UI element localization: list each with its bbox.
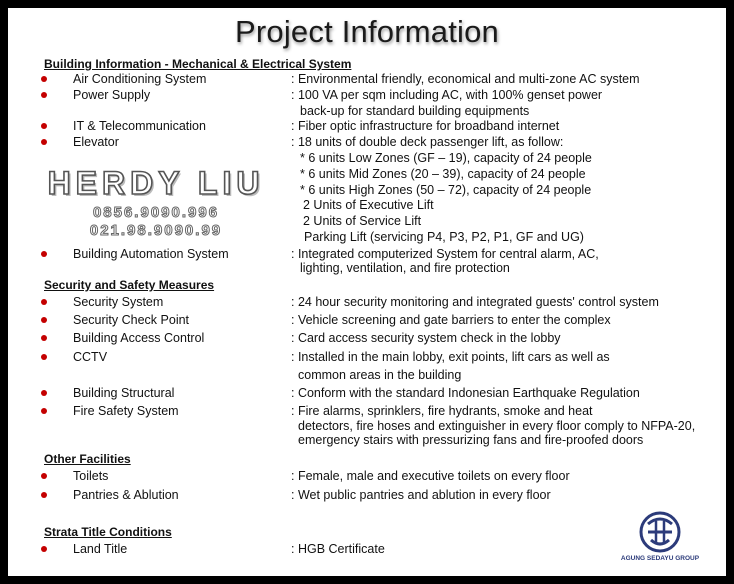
item-label-building-structural: Building Structural xyxy=(73,386,175,400)
elevator-line-low: * 6 units Low Zones (GF – 19), capacity of 24 people xyxy=(300,151,592,165)
bullet-icon xyxy=(41,299,47,305)
item-value-building-automation: : Integrated computerized System for central alarm, AC, xyxy=(291,247,599,261)
bullet-icon xyxy=(41,473,47,479)
item-value-cctv: : Installed in the main lobby, exit points, lift cars as well as xyxy=(291,350,610,364)
item-label-security-system: Security System xyxy=(73,295,164,309)
item-label-elevator: Elevator xyxy=(73,135,119,149)
item-value-it-telecom: : Fiber optic infrastructure for broadband internet xyxy=(291,119,560,133)
item-label-building-access: Building Access Control xyxy=(73,331,205,345)
item-value-land-title: : HGB Certificate xyxy=(291,542,385,556)
elevator-line-parking: Parking Lift (servicing P4, P3, P2, P1, GF and UG) xyxy=(304,230,584,244)
bullet-icon xyxy=(41,546,47,552)
bullet-icon xyxy=(41,408,47,414)
item-value-air-conditioning: : Environmental friendly, economical and multi-zone AC system xyxy=(291,72,640,86)
fire-safety-line-3: emergency stairs with pressurizing fans and fire-proofed doors xyxy=(298,433,644,447)
bullet-icon xyxy=(41,335,47,341)
item-value-power-supply: : 100 VA per sqm including AC, with 100% genset power xyxy=(291,88,603,102)
watermark-phone-2: 021.98.9090.99 xyxy=(89,222,223,239)
bullet-icon xyxy=(41,251,47,257)
item-value-cctv-cont: common areas in the building xyxy=(298,368,462,382)
bullet-icon xyxy=(41,354,47,360)
bullet-icon xyxy=(41,390,47,396)
company-logo xyxy=(610,510,710,566)
item-value-toilets: : Female, male and executive toilets on every floor xyxy=(291,469,570,483)
item-label-fire-safety: Fire Safety System xyxy=(73,404,179,418)
item-label-pantries: Pantries & Ablution xyxy=(73,488,179,502)
page-title: Project Information xyxy=(235,14,499,49)
item-value-security-check-point: : Vehicle screening and gate barriers to enter the complex xyxy=(291,313,611,327)
watermark-name: HERDY LIU xyxy=(47,165,265,201)
elevator-line-high: * 6 units High Zones (50 – 72), capacity of 24 people xyxy=(300,183,592,197)
item-value-building-structural: : Conform with the standard Indonesian Earthquake Regulation xyxy=(291,386,640,400)
section-heading-strata: Strata Title Conditions xyxy=(44,525,172,539)
bullet-icon xyxy=(41,76,47,82)
bullet-icon xyxy=(41,139,47,145)
section-heading-building: Building Information - Mechanical & Electrical System xyxy=(44,57,352,71)
item-label-cctv: CCTV xyxy=(73,350,108,364)
item-value-building-access: : Card access security system check in the lobby xyxy=(291,331,561,345)
elevator-line-executive: 2 Units of Executive Lift xyxy=(303,198,434,212)
item-value-building-automation-cont: lighting, ventilation, and fire protection xyxy=(300,261,510,275)
elevator-line-service: 2 Units of Service Lift xyxy=(303,214,422,228)
bullet-icon xyxy=(41,92,47,98)
item-value-fire-safety: : Fire alarms, sprinklers, fire hydrants, smoke and heat xyxy=(291,404,593,418)
item-label-building-automation: Building Automation System xyxy=(73,247,229,261)
item-label-toilets: Toilets xyxy=(73,469,109,483)
item-label-air-conditioning: Air Conditioning System xyxy=(73,72,207,86)
logo-caption: AGUNG SEDAYU GROUP xyxy=(620,555,700,562)
item-label-it-telecom: IT & Telecommunication xyxy=(73,119,206,133)
elevator-line-mid: * 6 units Mid Zones (20 – 39), capacity of 24 people xyxy=(300,167,586,181)
item-value-elevator: : 18 units of double deck passenger lift, as follow: xyxy=(291,135,564,149)
bullet-icon xyxy=(41,123,47,129)
fire-safety-line-2: detectors, fire hoses and extinguisher in every floor comply to NFPA-20, xyxy=(298,419,696,433)
bullet-icon xyxy=(41,492,47,498)
item-value-power-supply-cont: back-up for standard building equipments xyxy=(300,104,530,118)
watermark-phone-1: 0856.9090.996 xyxy=(92,204,220,221)
item-value-security-system: : 24 hour security monitoring and integrated guests' control system xyxy=(291,295,659,309)
bullet-icon xyxy=(41,317,47,323)
item-label-land-title: Land Title xyxy=(73,542,128,556)
item-value-pantries: : Wet public pantries and ablution in every floor xyxy=(291,488,551,502)
watermark xyxy=(40,165,272,245)
agung-sedayu-logo-icon xyxy=(610,510,710,556)
item-label-power-supply: Power Supply xyxy=(73,88,151,102)
section-heading-security: Security and Safety Measures xyxy=(44,278,215,292)
section-heading-facilities: Other Facilities xyxy=(44,452,131,466)
item-label-security-check-point: Security Check Point xyxy=(73,313,190,327)
